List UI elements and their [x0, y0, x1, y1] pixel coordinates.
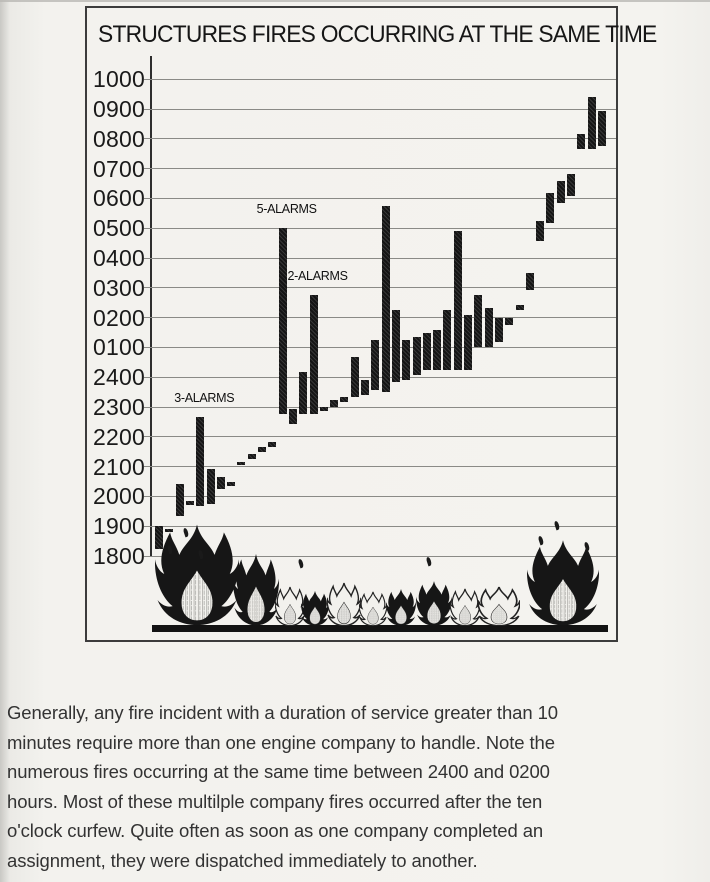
y-tick-label: 2200	[93, 423, 145, 450]
fire-duration-bar	[485, 308, 493, 348]
hour-gridline	[144, 377, 616, 378]
fire-duration-bar	[443, 310, 451, 370]
y-tick-label: 0200	[93, 304, 145, 331]
flame-icon	[478, 586, 520, 626]
caption-paragraph	[7, 698, 558, 875]
chart-frame	[85, 6, 657, 642]
y-tick-label: 0100	[93, 334, 145, 361]
fire-duration-bar	[546, 193, 554, 223]
y-tick-label: 1800	[93, 543, 145, 569]
y-tick-label: 0400	[93, 245, 145, 271]
y-tick-label: 0300	[93, 274, 145, 301]
y-tick-label: 2100	[93, 453, 145, 480]
fire-duration-bar	[505, 318, 513, 325]
flame-icon	[416, 580, 452, 626]
spark-icon	[554, 521, 561, 531]
fire-duration-bar	[536, 221, 544, 241]
fire-duration-bar	[279, 228, 287, 414]
spark-icon	[298, 559, 305, 569]
fire-duration-bar	[526, 273, 534, 290]
y-tick-label: 2400	[93, 364, 145, 391]
fire-duration-bar	[371, 340, 379, 390]
flame-icon	[233, 552, 279, 626]
fire-duration-bar	[186, 501, 194, 505]
y-tick-label: 0700	[93, 155, 145, 182]
hour-gridline	[144, 347, 616, 348]
fire-duration-bar	[495, 318, 503, 343]
fire-duration-bar	[196, 417, 204, 506]
fire-duration-bar	[474, 295, 482, 347]
hour-gridline	[144, 496, 616, 497]
hour-gridline	[144, 168, 616, 169]
hour-gridline	[144, 228, 616, 229]
hour-gridline	[144, 258, 616, 259]
flame-icon	[301, 590, 329, 626]
fire-duration-bar	[557, 181, 565, 203]
fire-duration-bar	[320, 407, 328, 411]
hour-gridline	[144, 407, 616, 408]
alarm-annotation-label: 3-ALARMS	[174, 390, 235, 405]
flame-icon	[327, 582, 361, 626]
fire-duration-bar	[268, 442, 276, 447]
fire-duration-bar	[577, 134, 585, 149]
y-axis-line	[150, 56, 152, 556]
fire-duration-bar	[258, 447, 266, 452]
y-tick-label: 0900	[93, 96, 145, 122]
fire-duration-bar	[516, 305, 524, 310]
hour-gridline	[144, 198, 616, 199]
y-tick-label: 0500	[93, 215, 145, 242]
flame-icon	[386, 588, 416, 626]
alarm-annotation-label: 2-ALARMS	[287, 269, 348, 284]
fire-duration-bar	[392, 310, 400, 382]
y-tick-label: 0800	[93, 125, 145, 152]
fire-duration-bar	[289, 409, 297, 424]
hour-gridline	[144, 79, 616, 80]
fire-duration-bar	[217, 477, 225, 489]
y-tick-label: 2000	[93, 483, 145, 510]
scan-artifact-line	[0, 0, 710, 2]
caption-line: hours. Most of these multilple company fires occurred after the ten	[7, 790, 543, 812]
y-tick-label: 2300	[93, 394, 145, 420]
flame-icon	[450, 588, 480, 626]
caption-line: Generally, any fire incident with a duration of service greater than 10	[7, 702, 558, 723]
fire-duration-bar	[361, 380, 369, 395]
flame-baseline	[152, 625, 608, 632]
fire-duration-bar	[454, 231, 462, 370]
hour-gridline	[144, 436, 616, 437]
fire-duration-bar	[330, 400, 338, 407]
fire-duration-bar	[351, 357, 359, 397]
fire-duration-bar	[299, 372, 307, 414]
alarm-annotation-label: 5-ALARMS	[256, 202, 317, 217]
y-tick-label: 1900	[93, 513, 145, 540]
caption-line: o'clock curfew. Quite often as soon as one company completed an	[7, 820, 544, 841]
hour-gridline	[144, 109, 616, 110]
fire-duration-bar	[382, 206, 390, 392]
fire-duration-bar	[598, 111, 606, 146]
fire-duration-bar	[464, 315, 472, 370]
y-tick-label: 0600	[93, 185, 145, 212]
y-tick-label: 1000	[93, 66, 145, 93]
spark-icon	[426, 557, 433, 567]
hour-gridline	[144, 138, 616, 139]
fire-duration-bar	[227, 482, 235, 487]
fire-duration-bar	[567, 174, 575, 196]
hour-gridline	[144, 287, 616, 288]
fire-duration-bar	[402, 340, 410, 380]
chart-title: STRUCTURES FIRES OCCURRING AT THE SAME TIME	[98, 21, 657, 48]
hour-gridline	[144, 317, 616, 318]
caption-line: numerous fires occurring at the same time between 2400 and 0200	[7, 761, 550, 782]
fire-duration-bar	[310, 295, 318, 414]
hour-gridline	[144, 466, 616, 467]
fire-duration-bar	[588, 97, 596, 149]
fire-duration-bar	[433, 330, 441, 370]
fire-duration-bar	[413, 337, 421, 374]
flame-icon	[155, 522, 239, 626]
fire-duration-bar	[237, 462, 245, 466]
fire-duration-bar	[176, 484, 184, 516]
fire-duration-bar	[248, 454, 256, 459]
fire-duration-bar	[340, 397, 348, 402]
fire-duration-bar	[207, 469, 215, 504]
flame-icon	[527, 538, 599, 626]
caption-line: minutes require more than one engine company to handle. Note the	[7, 731, 555, 753]
flame-icon	[359, 591, 387, 626]
caption-line: assignment, they were dispatched immediately to another.	[7, 849, 478, 871]
fire-duration-bar	[423, 333, 431, 370]
